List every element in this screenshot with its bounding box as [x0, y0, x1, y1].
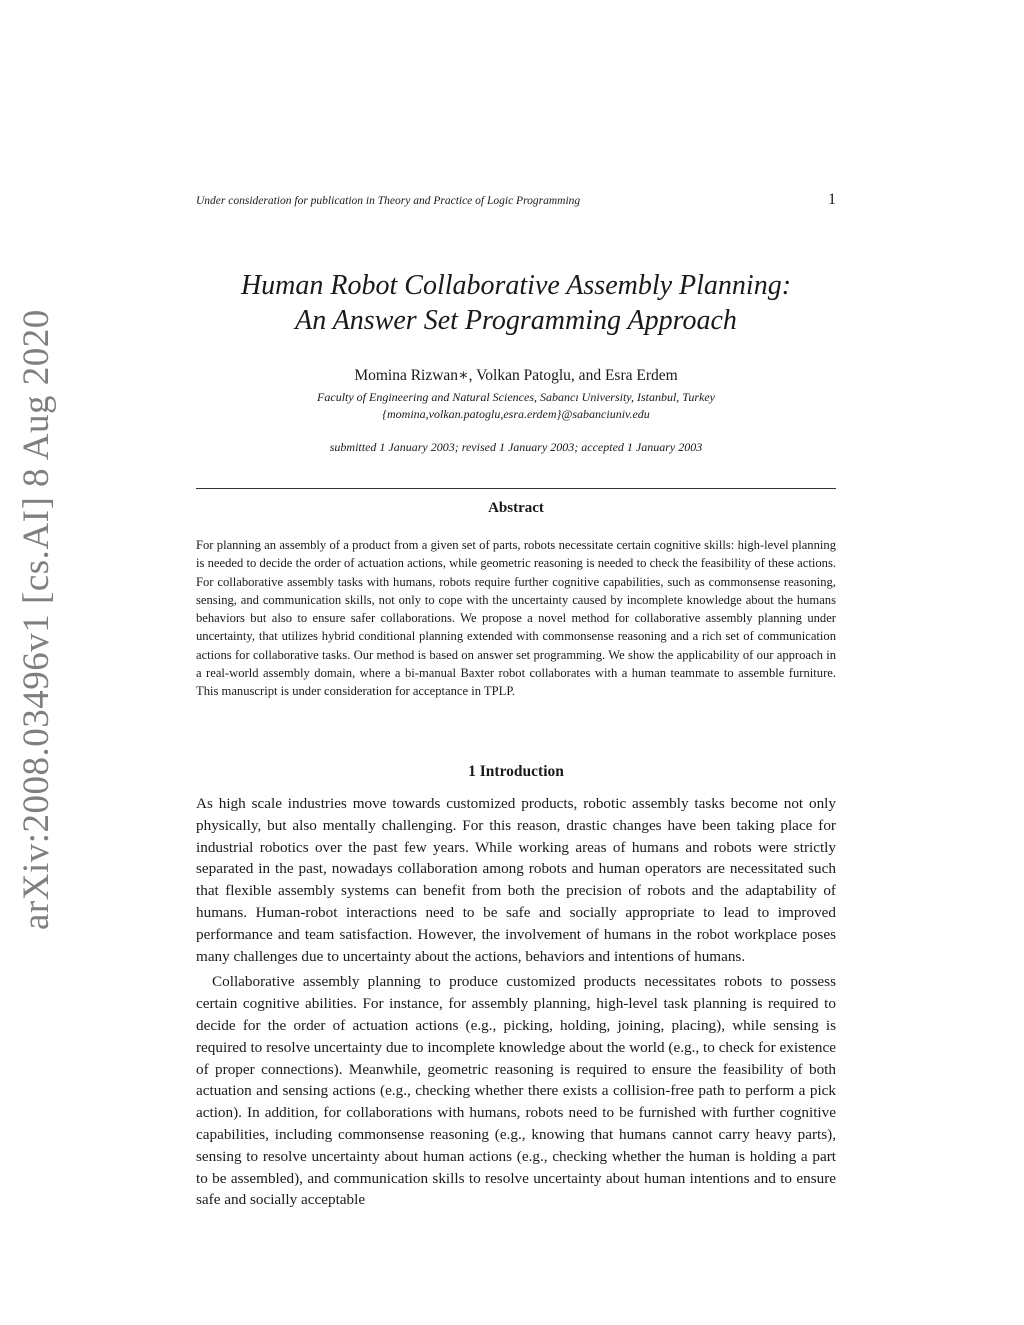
submission-dates: submitted 1 January 2003; revised 1 January 2003; accepted 1 January 2003 [329, 440, 703, 454]
abstract-heading: Abstract [488, 500, 544, 516]
section-heading-introduction: 1 Introduction [468, 763, 564, 780]
introduction-body [196, 793, 836, 1211]
affiliation: Faculty of Engineering and Natural Sciences, Sabancı University, Istanbul, Turkey [317, 390, 715, 404]
running-header [196, 191, 836, 213]
intro-paragraph-1: As high scale industries move towards customized products, robotic assembly tasks become not only physically, but also mentally challenging. For this reason, drastic changes have been taking place for industrial robotics over the past few years. While working areas of humans and robots were strictly separated in the past, nowadays collaboration among robots and human operators are necessitated such that flexible assembly systems can benefit from both the precision of robots and the adaptability of humans. Human-robot interactions need to be safe and socially appropriate to lead to improved performance and team satisfaction. However, the involvement of humans in the robot workplace poses many challenges due to uncertainty about the actions, behaviors and intentions of humans. [196, 795, 836, 965]
journal-name: Under consideration for publication in Theory and Practice of Logic Programming [196, 195, 581, 207]
author-emails: {momina,volkan.patoglu,esra.erdem}@sabanciuniv.edu [382, 407, 650, 421]
intro-paragraph-2: Collaborative assembly planning to produce customized products necessitates robots to possess certain cognitive abilities. For instance, for assembly planning, high-level task planning is required to decide for the order of actuation actions (e.g., picking, holding, joining, placing), while sensing is required to resolve uncertainty due to incomplete knowledge about the world (e.g., to check for existence of proper connections). Meanwhile, geometric reasoning is required to ensure the feasibility of both actuation and sensing actions (e.g., checking whether there exists a collision-free path to perform a pick action). In addition, for collaborations with humans, robots need to be furnished with further cognitive capabilities, including commonsense reasoning (e.g., knowing that humans cannot carry heavy parts), sensing to resolve uncertainty about human actions (e.g., checking whether the human is holding a part to be assembled), and communication skills to resolve uncertainty about human intentions and to ensure safe and socially acceptable [196, 973, 836, 1209]
arxiv-identifier: arXiv:2008.03496v1 [cs.AI] 8 Aug 2020 [16, 309, 57, 930]
title-line-2: An Answer Set Programming Approach [295, 305, 737, 336]
paper-title [196, 268, 836, 338]
page-number: 1 [828, 191, 836, 208]
abstract-divider [196, 488, 836, 489]
author-list: Momina Rizwan∗, Volkan Patoglu, and Esra Erdem [354, 367, 678, 384]
abstract-text: For planning an assembly of a product from a given set of parts, robots necessitate certain cognitive skills: high-level planning is needed to decide the order of actuation actions, while geometric reasoning is needed to check the feasibility of these actions. For collaborative assembly tasks with humans, robots require further cognitive capabilities, such as commonsense reasoning, sensing, and communication skills, not only to cope with the uncertainty caused by incomplete knowledge about the humans behaviors but also to ensure safer collaborations. We propose a novel method for collaborative assembly planning under uncertainty, that utilizes hybrid conditional planning extended with commonsense reasoning and a rich set of communication actions for collaborative tasks. Our method is based on answer set programming. We show the applicability of our approach in a real-world assembly domain, where a bi-manual Baxter robot collaborates with a human teammate to assemble furniture. This manuscript is under consideration for acceptance in TPLP. [196, 538, 836, 699]
affiliation-block [196, 389, 836, 423]
title-line-1: Human Robot Collaborative Assembly Planning: [240, 270, 792, 301]
